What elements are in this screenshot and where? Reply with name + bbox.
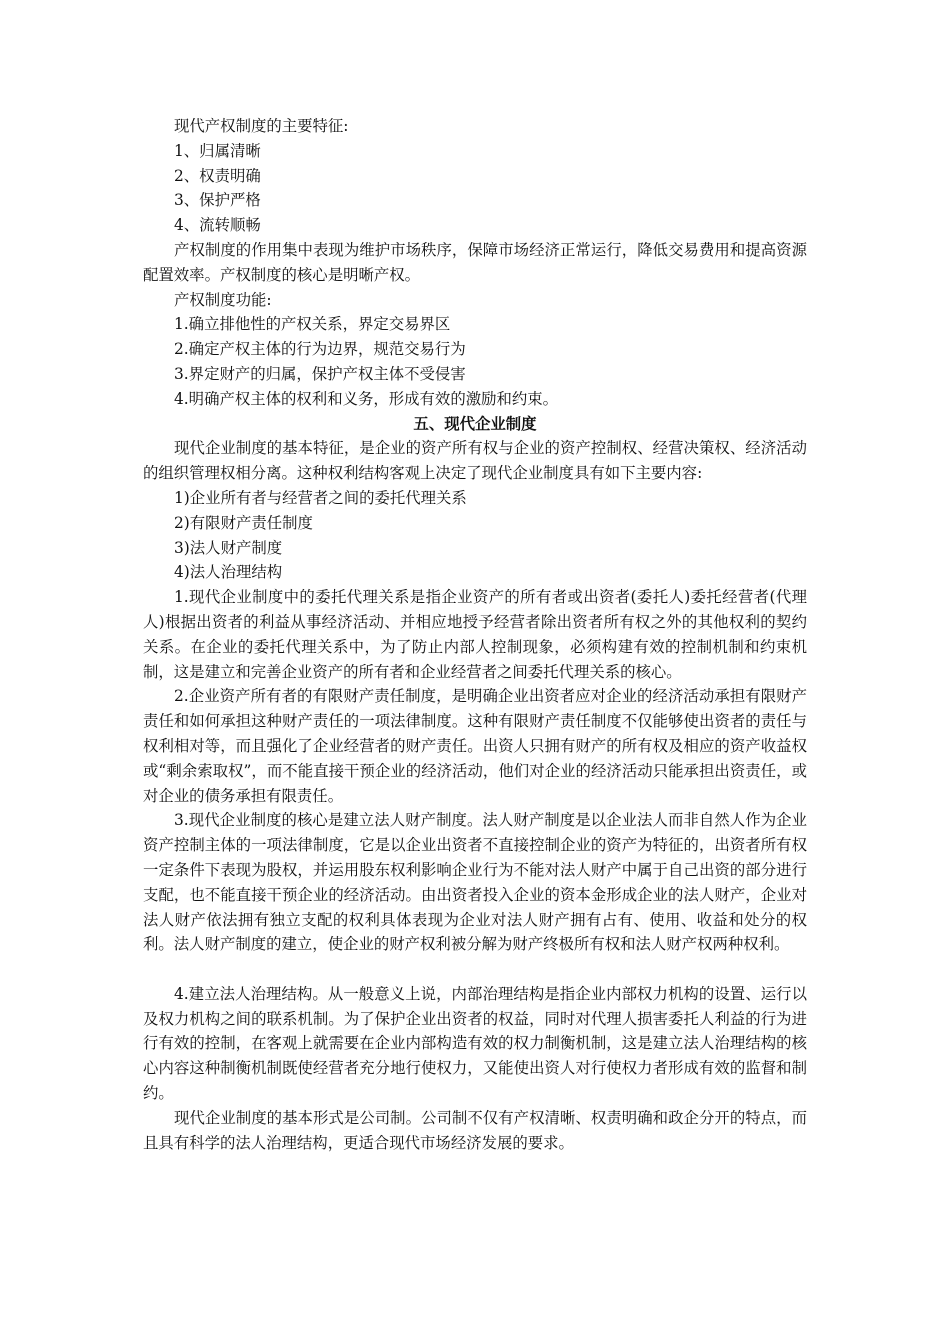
feature-item: 4、流转顺畅 [174,216,261,235]
function-item: 1.确立排他性的产权关系，界定交易界区 [174,315,451,334]
content-item: 1)企业所有者与经营者之间的委托代理关系 [174,488,467,507]
content-item: 2)有限财产责任制度 [174,513,313,532]
function-item: 2.确定产权主体的行为边界，规范交易行为 [174,340,466,359]
feature-item: 1、归属清晰 [174,141,261,160]
blank-line [143,957,807,982]
feature-item: 3、保护严格 [174,191,261,210]
paragraph-role: 产权制度的作用集中表现为维护市场秩序，保障市场经济正常运行，降低交易费用和提高资源配置效率。产权制度的核心是明晰产权。 [143,240,807,284]
function-item: 4.明确产权主体的权利和义务，形成有效的激励和约束。 [174,389,559,408]
paragraph-3: 3.现代企业制度的核心是建立法人财产制度。法人财产制度是以企业法人而非自然人作为企业资产控制主体的一项法律制度，它是以企业出资者不直接控制企业的资产为特征的，出资者所有权一定条件下表现为股权，并运用股东权利影响企业行为不能对法人财产中属于自己出资的部分进行支配，也不能直接干预企业的经济活动。由出资者投入企业的资本金形成企业的法人财产，企业对法人财产依法拥有独立支配的权利具体表现为企业对法人财产拥有占有、使用、收益和处分的权利。法人财产制度的建立，使企业的财产权利被分解为财产终极所有权和法人财产权两种权利。 [143,811,807,954]
function-item: 3.界定财产的归属，保护产权主体不受侵害 [174,364,466,383]
paragraph-1: 1.现代企业制度中的委托代理关系是指企业资产的所有者或出资者(委托人)委托经营者(代理人)根据出资者的利益从事经济活动、并相应地授予经营者除出资者所有权之外的其他权利的契约关系。在企业的委托代理关系中，为了防止内部人控制现象，必须构建有效的控制机制和约束机制，这是建立和完善企业资产的所有者和企业经营者之间委托代理关系的核心。 [143,588,807,681]
paragraph-basic: 现代企业制度的基本特征，是企业的资产所有权与企业的资产控制权、经营决策权、经济活动的组织管理权相分离。这种权利结构客观上决定了现代企业制度具有如下主要内容: [143,439,807,483]
section-heading: 五、现代企业制度 [413,414,537,433]
paragraph-4: 4.建立法人治理结构。从一般意义上说，内部治理结构是指企业内部权力机构的设置、运行以及权力机构之间的联系机制。为了保护企业出资者的权益，同时对代理人损害委托人利益的行为进行有效的控制，在客观上就需要在企业内部构造有效的权力制衡机制，这是建立法人治理结构的核心内容这种制衡机制既使经营者充分地行使权力，又能使出资人对行使权力者形成有效的监督和制约。 [143,984,807,1103]
feature-item: 2、权责明确 [174,166,261,185]
content-item: 3)法人财产制度 [174,538,283,557]
paragraph-2: 2.企业资产所有者的有限财产责任制度，是明确企业出资者应对企业的经济活动承担有限财产责任和如何承担这种财产责任的一项法律制度。这种有限财产责任制度不仅能够使出资者的责任与权利相对等，而且强化了企业经营者的财产责任。出资人只拥有财产的所有权及相应的资产收益权或“剩余索取权”，而不能直接干预企业的经济活动，他们对企业的经济活动只能承担出资责任，或对企业的债务承担有限责任。 [143,687,807,805]
paragraph-final: 现代企业制度的基本形式是公司制。公司制不仅有产权清晰、权责明确和政企分开的特点，而且具有科学的法人治理结构，更适合现代市场经济发展的要求。 [143,1108,807,1152]
intro-title: 现代产权制度的主要特征: [174,117,349,135]
document-page [143,114,807,1155]
content-item: 4)法人治理结构 [174,563,283,582]
functions-title: 产权制度功能: [174,290,272,309]
